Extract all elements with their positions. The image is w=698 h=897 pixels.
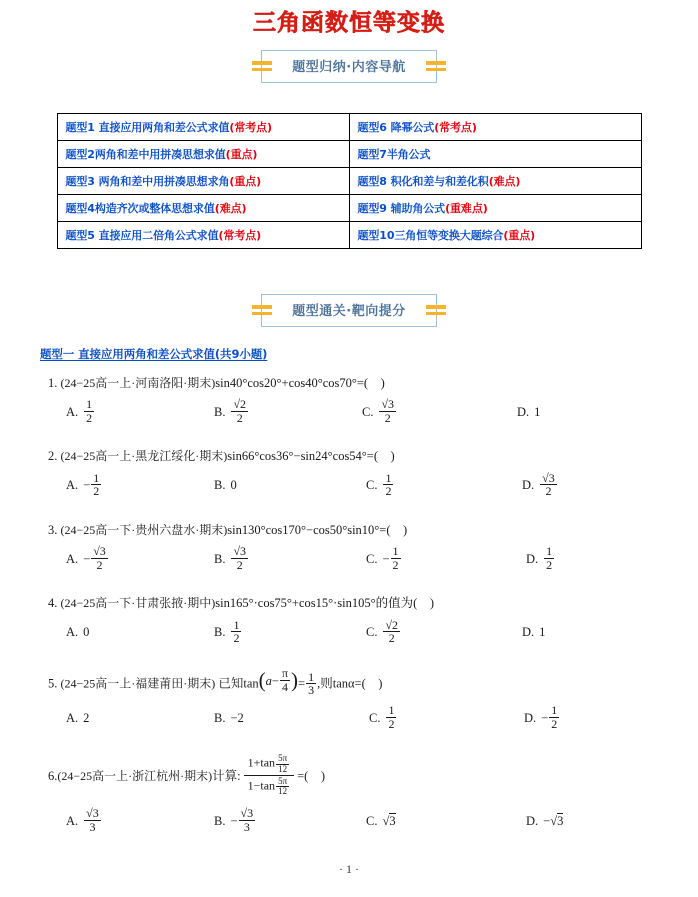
option-a[interactable] xyxy=(66,546,214,572)
table-row xyxy=(57,167,641,194)
big-fraction: 1+tan $\frac{5\pi}{12}$ 1−tan $\frac{5\pi}{12}$ xyxy=(244,754,294,797)
banner-dash-right-icon xyxy=(426,58,446,74)
option-c[interactable] xyxy=(366,808,526,834)
option-label: D. xyxy=(517,404,530,419)
equals-fraction: $\frac{1}{3}$ xyxy=(308,669,315,698)
option-sign: − xyxy=(83,478,91,493)
topic-label: 题型5 直接应用二倍角公式求值 xyxy=(65,228,219,242)
option-label: A. xyxy=(66,813,79,828)
option-label: D. xyxy=(526,551,539,566)
option-a[interactable] xyxy=(66,470,214,499)
topic-label: 题型6 降幂公式 xyxy=(357,120,435,134)
option-label: B. xyxy=(214,551,226,566)
option-d[interactable] xyxy=(524,702,560,731)
topic-tag: (重点) xyxy=(229,174,262,188)
topic-cell-right-2[interactable] xyxy=(349,140,641,167)
option-value: −2 xyxy=(230,710,244,725)
practice-banner-box xyxy=(261,294,436,327)
topic-tag: (常考点) xyxy=(218,228,262,242)
question-6 xyxy=(28,755,670,834)
option-value: $\frac{√2}{2}$ xyxy=(385,617,399,646)
question-stem xyxy=(28,447,670,465)
option-value: 0 xyxy=(230,478,237,493)
topic-tag: (重难点) xyxy=(445,201,488,215)
option-label: D. xyxy=(524,710,537,725)
option-value: $\frac{√3}{2}$ xyxy=(233,544,247,572)
numerator-text: 1+tan xyxy=(247,755,276,770)
topic-label: 题型8 积化和差与和差化积 xyxy=(357,174,489,188)
option-label: A. xyxy=(66,478,79,493)
option-label: C. xyxy=(362,404,374,419)
topic-label: 题型9 辅助角公式 xyxy=(357,201,446,215)
practice-banner-label: 题型通关·靶向提分 xyxy=(292,303,406,319)
question-number: 4. xyxy=(48,596,58,611)
options-row xyxy=(28,805,670,834)
option-label: B. xyxy=(214,404,226,419)
option-a[interactable] xyxy=(66,705,214,731)
option-b[interactable] xyxy=(214,705,369,731)
option-value: $\frac{1}{2}$ xyxy=(86,397,93,425)
option-d[interactable] xyxy=(522,620,545,646)
question-4 xyxy=(28,594,670,646)
option-label: B. xyxy=(214,813,226,828)
option-c[interactable] xyxy=(369,702,524,731)
page-footer: · 1 · xyxy=(339,862,359,876)
question-stem xyxy=(28,374,670,392)
table-row xyxy=(57,140,641,167)
topic-cell-left-2[interactable] xyxy=(57,140,349,167)
topic-label: 题型4构造齐次或整体思想求值 xyxy=(65,201,215,215)
option-value: $\frac{√3}{3}$ xyxy=(86,805,99,834)
options-row xyxy=(28,702,670,731)
topic-label: 题型3 两角和差中用拼凑思想求角 xyxy=(65,174,230,188)
banner-dash-right-icon xyxy=(426,302,446,318)
topic-tag: (难点) xyxy=(488,174,521,188)
option-c[interactable] xyxy=(362,399,517,425)
option-label: B. xyxy=(214,625,226,640)
option-label: A. xyxy=(66,404,79,419)
question-body: sin40°cos20°+cos40°cos70°=( xyxy=(215,375,369,390)
question-2 xyxy=(28,447,670,499)
question-5 xyxy=(28,668,670,731)
options-row xyxy=(28,399,670,425)
question-body: sin130°cos170°−cos50°sin10°=( xyxy=(227,522,391,537)
option-sign: − xyxy=(543,813,551,828)
topic-cell-right-5[interactable] xyxy=(349,221,641,248)
nav-banner-label: 题型归纳·内容导航 xyxy=(292,59,406,75)
question-3 xyxy=(28,521,670,573)
option-value: 1 xyxy=(539,625,546,640)
question-close: ) xyxy=(380,375,385,390)
question-source: (24−25高一上·浙江杭州·期末) xyxy=(57,768,213,783)
option-c[interactable] xyxy=(366,546,526,572)
option-c[interactable] xyxy=(366,617,522,646)
topic-tag: (重点) xyxy=(503,228,536,242)
question-body-prefix: 计算: xyxy=(212,769,241,784)
topic-tag: (重点) xyxy=(225,147,258,161)
question-body-suffix: =( xyxy=(297,769,309,784)
option-label: B. xyxy=(214,478,226,493)
option-sign: − xyxy=(382,551,390,566)
question-source: (24−25高一上·黑龙江绥化·期末) xyxy=(60,449,228,464)
option-value: √3 xyxy=(550,813,564,828)
banner-dash-left-icon xyxy=(252,58,272,74)
question-stem xyxy=(28,521,670,539)
option-sign: − xyxy=(541,710,549,725)
topic-label: 题型10三角恒等变换大题综合 xyxy=(357,228,504,242)
question-number: 3. xyxy=(48,522,58,537)
option-sign: − xyxy=(230,813,238,828)
option-label: C. xyxy=(366,625,378,640)
section-heading-wrap xyxy=(28,345,670,366)
option-b[interactable] xyxy=(214,805,366,834)
option-value: $\frac{1}{2}$ xyxy=(388,702,395,731)
question-stem: 5. (24−25高一上·福建莆田·期末) 已知tan ( a − $\frac{\pi}{4}$ ) = $\frac{1}{3}$ ,则tanα=( ) xyxy=(48,666,383,698)
question-body-prefix: 已知tan xyxy=(218,676,259,691)
option-d[interactable] xyxy=(526,808,563,834)
question-body: sin66°cos36°−sin24°cos54°=( xyxy=(227,449,379,464)
topic-cell-left-4[interactable] xyxy=(57,194,349,221)
topic-cell-right-1[interactable] xyxy=(349,113,641,140)
question-1 xyxy=(28,374,670,426)
option-d[interactable] xyxy=(526,546,555,572)
question-stem xyxy=(28,594,670,612)
topic-nav-table xyxy=(57,113,642,249)
option-value: 2 xyxy=(83,710,90,725)
table-row xyxy=(57,221,641,248)
option-value: $\frac{√3}{2}$ xyxy=(381,397,395,425)
option-value: √3 xyxy=(382,813,396,828)
option-value: 0 xyxy=(83,625,90,640)
option-value: $\frac{√3}{2}$ xyxy=(542,470,555,499)
option-a[interactable] xyxy=(66,620,214,646)
nav-banner-box xyxy=(261,50,436,83)
practice-banner xyxy=(28,294,670,327)
table-row xyxy=(57,194,641,221)
option-value: 1 xyxy=(534,404,541,419)
table-row xyxy=(57,113,641,140)
option-value: $\frac{1}{2}$ xyxy=(93,470,100,499)
option-value: $\frac{1}{2}$ xyxy=(392,544,399,572)
option-value: $\frac{√2}{2}$ xyxy=(233,397,247,425)
question-number: 1. xyxy=(48,375,58,390)
option-a[interactable] xyxy=(66,805,214,834)
question-body: sin165°·cos75°+cos15°·sin105°的值为( xyxy=(215,596,418,611)
question-close: ) xyxy=(403,522,408,537)
topic-label: 题型1 直接应用两角和差公式求值 xyxy=(65,120,230,134)
question-stem xyxy=(28,755,670,798)
option-value: $\frac{1}{2}$ xyxy=(551,702,558,731)
nav-banner xyxy=(28,50,670,83)
banner-dash-left-icon xyxy=(252,302,272,318)
option-d[interactable] xyxy=(517,399,540,425)
option-label: C. xyxy=(366,551,378,566)
topic-cell-left-3[interactable] xyxy=(57,167,349,194)
option-label: C. xyxy=(369,710,381,725)
option-b[interactable] xyxy=(214,399,362,425)
question-close: ) xyxy=(378,676,383,691)
option-label: A. xyxy=(66,710,79,725)
topic-cell-left-1[interactable] xyxy=(57,113,349,140)
option-label: C. xyxy=(366,478,378,493)
question-number: 2. xyxy=(48,449,58,464)
question-close: ) xyxy=(390,449,395,464)
option-value: $\frac{1}{2}$ xyxy=(233,617,240,646)
question-number: 5. xyxy=(48,676,58,691)
option-c[interactable] xyxy=(366,470,522,499)
option-label: B. xyxy=(214,710,226,725)
topic-cell-right-4[interactable] xyxy=(349,194,641,221)
topic-tag: (难点) xyxy=(214,201,247,215)
option-value: $\frac{√3}{2}$ xyxy=(93,544,106,572)
options-row xyxy=(28,470,670,499)
option-label: C. xyxy=(366,813,378,828)
option-b[interactable] xyxy=(214,546,366,572)
option-label: D. xyxy=(522,625,535,640)
tan-argument: ( a − $\frac{\pi}{4}$ ) xyxy=(258,666,299,694)
denominator-text: 1−tan xyxy=(247,778,276,793)
option-b[interactable] xyxy=(214,617,366,646)
option-label: D. xyxy=(522,478,535,493)
option-b[interactable] xyxy=(214,473,366,499)
option-label: A. xyxy=(66,551,79,566)
question-body-suffix: ,则tanα=( xyxy=(317,676,366,691)
question-source: (24−25高一上·河南洛阳·期末) xyxy=(60,375,216,390)
topic-label: 题型2两角和差中用拼凑思想求值 xyxy=(65,147,226,161)
option-value: $\frac{1}{2}$ xyxy=(546,544,553,572)
option-d[interactable] xyxy=(522,470,558,499)
option-label: A. xyxy=(66,625,79,640)
question-source: (24−25高一下·贵州六盘水·期末) xyxy=(60,522,228,537)
option-value: $\frac{1}{2}$ xyxy=(385,470,392,499)
question-source: (24−25高一上·福建莆田·期末) xyxy=(60,676,216,691)
section-heading: 题型一 直接应用两角和差公式求值(共9小题) xyxy=(40,346,268,361)
question-close: ) xyxy=(320,769,325,784)
topic-nav-body xyxy=(57,113,641,248)
option-label: D. xyxy=(526,813,539,828)
topic-cell-left-5[interactable] xyxy=(57,221,349,248)
option-a[interactable] xyxy=(66,399,214,425)
question-number: 6. xyxy=(48,769,58,784)
options-row xyxy=(28,546,670,572)
question-source: (24−25高一下·甘肃张掖·期中) xyxy=(60,596,216,611)
option-value: $\frac{√3}{3}$ xyxy=(240,805,254,834)
topic-tag: (常考点) xyxy=(434,120,477,134)
topic-label: 题型7半角公式 xyxy=(357,147,431,161)
question-close: ) xyxy=(429,596,434,611)
topic-tag: (常考点) xyxy=(229,120,272,134)
options-row xyxy=(28,617,670,646)
option-sign: − xyxy=(83,551,91,566)
topic-cell-right-3[interactable] xyxy=(349,167,641,194)
page-title: 三角函数恒等变换 xyxy=(253,10,445,36)
